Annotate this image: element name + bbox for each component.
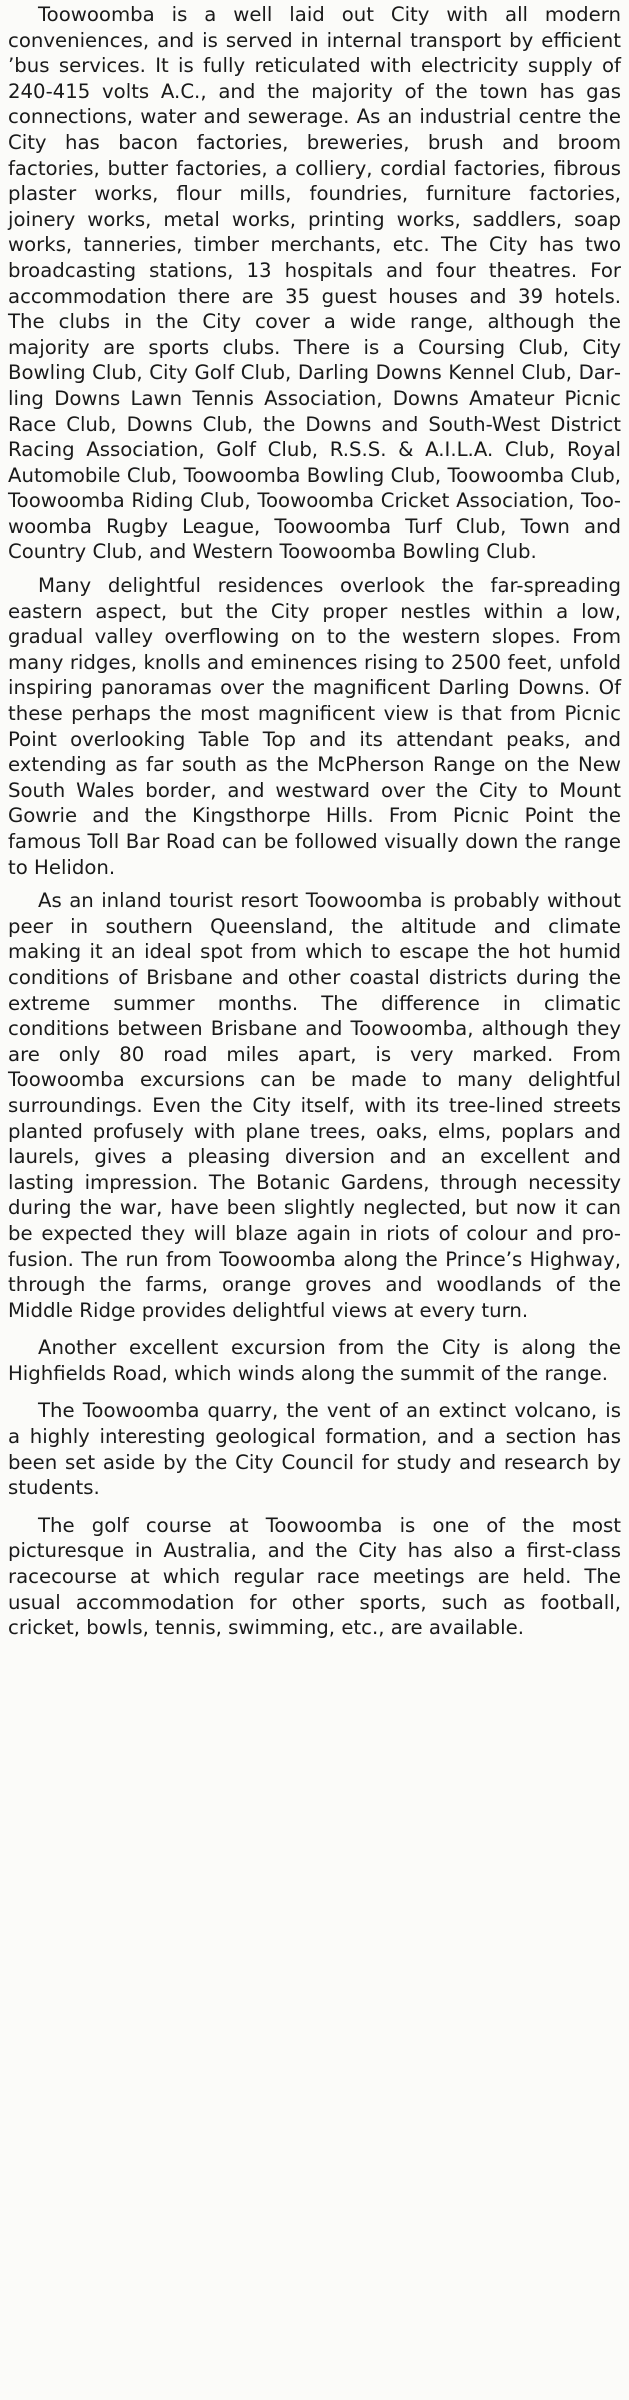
paragraph-tourist-resort: As an inland tourist resort Toowoomba is probably without peer in southern Queensland, the altitude and climate making it an ideal spot from which to escape the hot humid conditions of Brisbane and other coastal districts during the extreme summer months. The difference in climatic conditions between Brisbane and Toowoomba, although they are only 80 road miles apart, is very marked. From Toowoomba excursions can be made to many delightful surroundings. Even the City itself, with its tree-lined streets planted profusely with plane trees, oaks, elms, poplars and laurels, gives a pleasing diversion and an excellent and lasting impression. The Botanic Gardens, through necessity during the war, have been slightly neglected, but now it can be expected they will blaze again in riots of colour and profusion. The run from Toowoomba along the Prince’s Highway, through the farms, orange groves and woodlands of the Middle Ridge provides delightful views at every turn. — [8, 889, 621, 1322]
paragraph-highfields-road: Another excellent excursion from the City is along the Highfields Road, which winds along the summit of the range. — [8, 1336, 621, 1385]
paragraph-sports: The golf course at Toowoomba is one of the most picturesque in Australia, and the City has also a first-class racecourse at which regular race meetings are held. The usual accommodation for other sports, such as football, cricket, bowls, tennis, swimming, etc., are available. — [8, 1513, 621, 1640]
paragraph-quarry: The Toowoomba quarry, the vent of an extinct volcano, is a highly interesting geological formation, and a section has been set aside by the City Council for study and research by students. — [8, 1399, 621, 1500]
paragraph-city-overview: Toowoomba is a well laid out City with all modern conveniences, and is served in internal transport by efficient ’bus services. It is fully reticulated with electricity supply of 240-415 volts A.C., and the majority of the town has gas connections, water and sewerage. As an industrial centre the City has bacon factories, breweries, brush and broom factories, butter factories, a colliery, cordial factories, fibrous plaster works, flour mills, foundries, furniture factories, joinery works, metal works, printing works, saddlers, soap works, tanneries, timber merchants, etc. The City has two broadcasting stations, 13 hospitals and four theatres. For accommodation there are 35 guest houses and 39 hotels. The clubs in the City cover a wide range, although the majority are sports clubs. There is a Coursing Club, City Bowling Club, City Golf Club, Darling Downs Kennel Club, Darling Downs Lawn Tennis Association, Downs Amateur Picnic Race Club, Downs Club, the Downs and South-West District Racing Association, Golf Club, R.S.S. & A.I.L.A. Club, Royal Automobile Club, Toowoomba Bowling Club, Toowoomba Club, Toowoomba Riding Club, Toowoomba Cricket Association, Toowoomba Rugby League, Toowoomba Turf Club, Town and Country Club, and Western Toowoomba Bowling Club. — [8, 3, 621, 564]
paragraph-residences-and-views: Many delightful residences overlook the far-spreading eastern aspect, but the City proper nestles within a low, gradual valley overflowing on to the western slopes. From many ridges, knolls and eminences rising to 2500 feet, unfold inspiring panoramas over the magnificent Darling Downs. Of these perhaps the most magnificent view is that from Picnic Point overlooking Table Top and its attendant peaks, and extending as far south as the McPherson Range on the New South Wales border, and westward over the City to Mount Gowrie and the Kingsthorpe Hills. From Picnic Point the famous Toll Bar Road can be followed visually down the range to Helidon. — [8, 574, 621, 879]
